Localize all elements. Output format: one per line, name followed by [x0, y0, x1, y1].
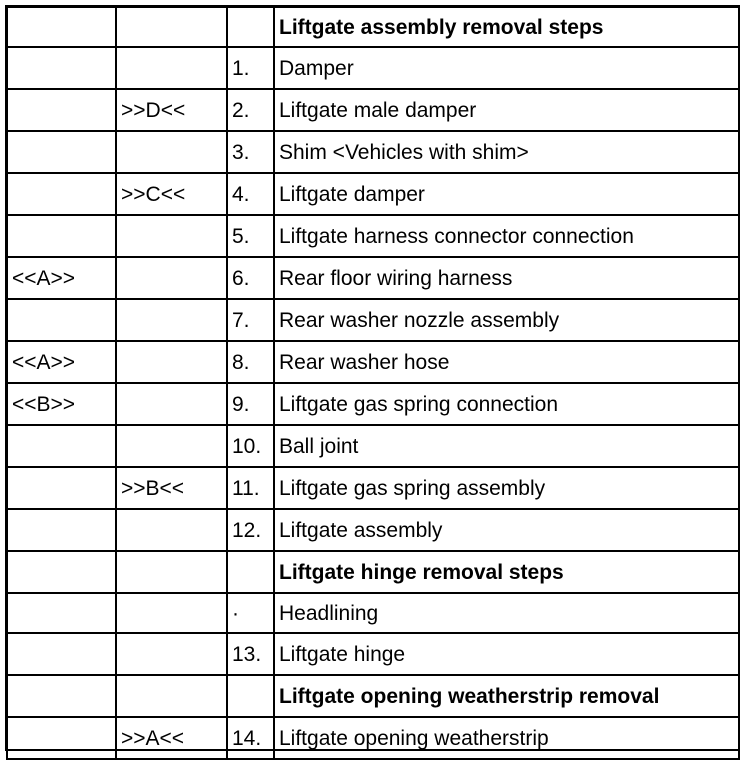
step-row [7, 131, 739, 173]
section-heading-row [7, 551, 739, 593]
step-number-cell: 11. [227, 467, 274, 509]
step-description-cell: Liftgate hinge [274, 633, 739, 675]
removal-ref-cell [116, 215, 227, 257]
step-description-cell: Liftgate damper [274, 173, 739, 215]
step-description-cell: Rear washer nozzle assembly [274, 299, 739, 341]
step-number-cell: 13. [227, 633, 274, 675]
step-description-cell: Liftgate assembly [274, 509, 739, 551]
step-row [7, 173, 739, 215]
step-number-cell: 1. [227, 47, 274, 89]
install-ref-cell: <<B>> [7, 383, 116, 425]
removal-ref-cell [116, 341, 227, 383]
install-ref-cell [7, 7, 116, 47]
section-heading-cell: Liftgate hinge removal steps [274, 551, 739, 593]
step-row [7, 633, 739, 675]
removal-steps-body [7, 7, 739, 759]
install-ref-cell [7, 467, 116, 509]
step-number-cell: 7. [227, 299, 274, 341]
step-row [7, 215, 739, 257]
install-ref-cell [7, 215, 116, 257]
install-ref-cell [7, 593, 116, 633]
install-ref-cell [7, 509, 116, 551]
step-row [7, 593, 739, 633]
step-description-cell: Liftgate male damper [274, 89, 739, 131]
install-ref-cell [7, 47, 116, 89]
step-number-cell [227, 551, 274, 593]
step-row [7, 717, 739, 759]
install-ref-cell [7, 551, 116, 593]
step-description-cell: Liftgate gas spring assembly [274, 467, 739, 509]
removal-ref-cell [116, 551, 227, 593]
removal-ref-cell [116, 425, 227, 467]
removal-steps-table [6, 6, 740, 760]
step-description-cell: Liftgate gas spring connection [274, 383, 739, 425]
step-row [7, 509, 739, 551]
step-description-cell: Rear washer hose [274, 341, 739, 383]
step-number-cell: 2. [227, 89, 274, 131]
step-row [7, 341, 739, 383]
removal-ref-cell [116, 47, 227, 89]
step-row [7, 383, 739, 425]
install-ref-cell [7, 633, 116, 675]
section-heading-cell: Liftgate opening weatherstrip removal [274, 675, 739, 717]
step-row [7, 467, 739, 509]
section-heading-row [7, 675, 739, 717]
step-number-cell [227, 7, 274, 47]
removal-ref-cell [116, 7, 227, 47]
step-number-cell: 8. [227, 341, 274, 383]
section-heading-row [7, 7, 739, 47]
section-heading-cell: Liftgate assembly removal steps [274, 7, 739, 47]
step-number-cell: 4. [227, 173, 274, 215]
removal-ref-cell [116, 383, 227, 425]
removal-ref-cell [116, 257, 227, 299]
removal-ref-cell [116, 509, 227, 551]
step-number-cell: 5. [227, 215, 274, 257]
step-row [7, 89, 739, 131]
removal-ref-cell [116, 633, 227, 675]
step-description-cell: Liftgate opening weatherstrip [274, 717, 739, 759]
install-ref-cell: <<A>> [7, 257, 116, 299]
step-row [7, 257, 739, 299]
install-ref-cell: <<A>> [7, 341, 116, 383]
install-ref-cell [7, 89, 116, 131]
removal-ref-cell [116, 131, 227, 173]
step-description-cell: Headlining [274, 593, 739, 633]
step-number-cell [227, 675, 274, 717]
install-ref-cell [7, 173, 116, 215]
step-number-cell: · [227, 593, 274, 633]
step-number-cell: 10. [227, 425, 274, 467]
step-description-cell: Ball joint [274, 425, 739, 467]
step-description-cell: Rear floor wiring harness [274, 257, 739, 299]
step-description-cell: Liftgate harness connector connection [274, 215, 739, 257]
step-number-cell: 3. [227, 131, 274, 173]
install-ref-cell [7, 675, 116, 717]
removal-ref-cell [116, 675, 227, 717]
removal-ref-cell: >>D<< [116, 89, 227, 131]
step-description-cell: Shim <Vehicles with shim> [274, 131, 739, 173]
removal-ref-cell: >>A<< [116, 717, 227, 759]
step-row [7, 425, 739, 467]
install-ref-cell [7, 131, 116, 173]
install-ref-cell [7, 717, 116, 759]
install-ref-cell [7, 299, 116, 341]
removal-ref-cell: >>C<< [116, 173, 227, 215]
removal-ref-cell [116, 593, 227, 633]
step-description-cell: Damper [274, 47, 739, 89]
removal-ref-cell: >>B<< [116, 467, 227, 509]
step-row [7, 47, 739, 89]
step-number-cell: 12. [227, 509, 274, 551]
step-number-cell: 9. [227, 383, 274, 425]
install-ref-cell [7, 425, 116, 467]
step-number-cell: 14. [227, 717, 274, 759]
step-number-cell: 6. [227, 257, 274, 299]
removal-ref-cell [116, 299, 227, 341]
step-row [7, 299, 739, 341]
